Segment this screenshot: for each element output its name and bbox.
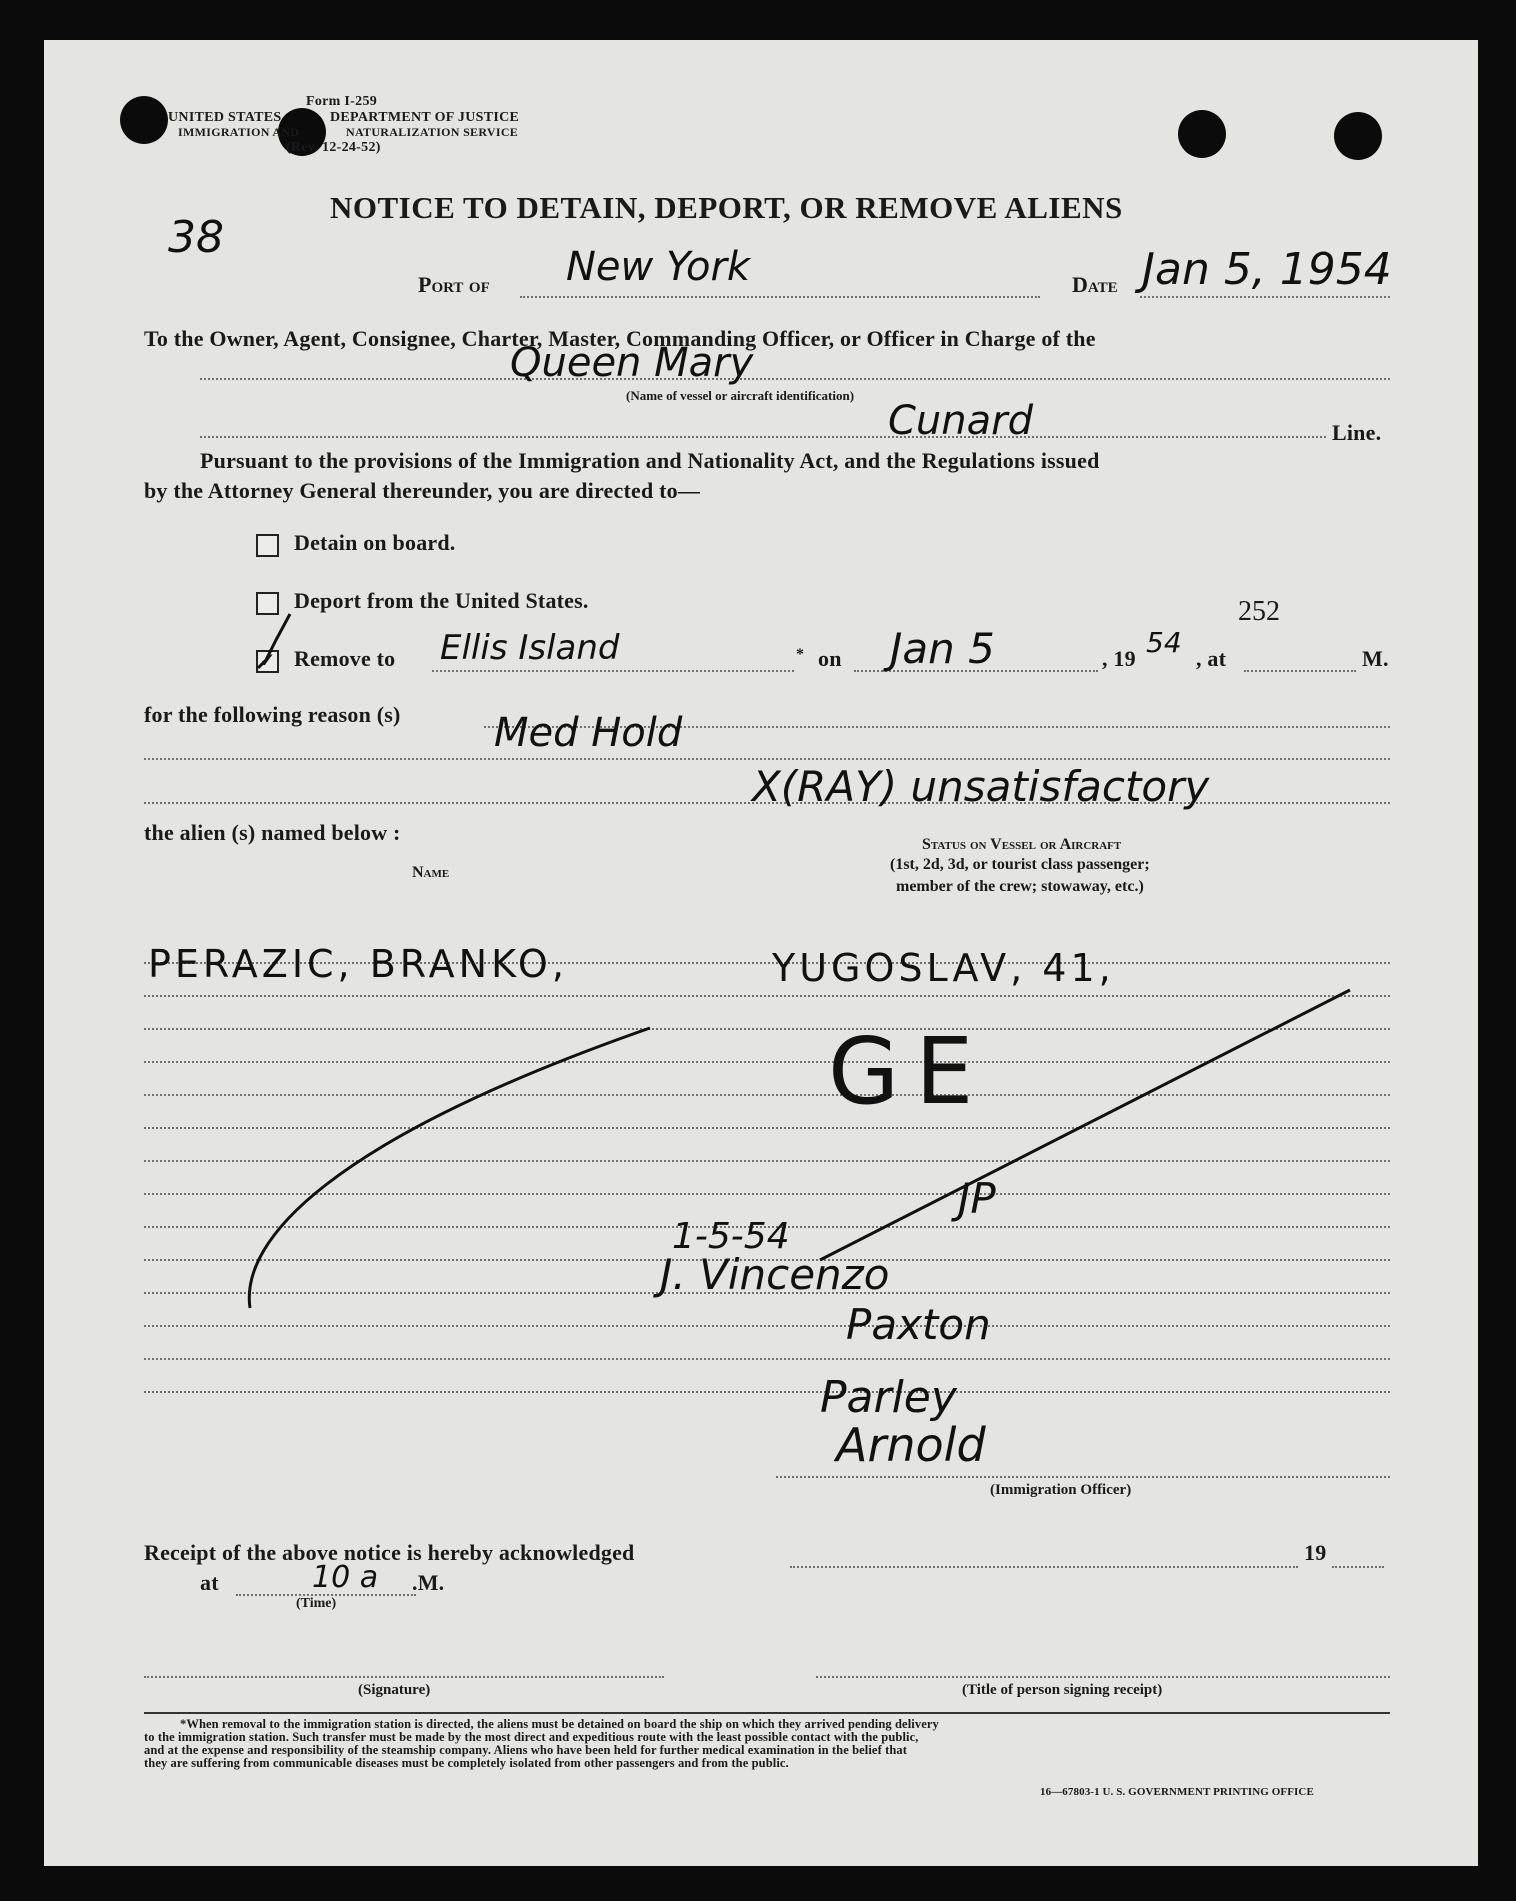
- remove-at-label: , at: [1196, 646, 1227, 671]
- signature-4: Arnold: [836, 1418, 986, 1472]
- pursuant-text-1: Pursuant to the provisions of the Immigration and Nationality Act, and the Regulations issued: [200, 448, 1100, 473]
- agency-right-2: NATURALIZATION SERVICE: [346, 125, 519, 139]
- agency-left-1: UNITED STATES: [168, 110, 282, 125]
- reasons-label: for the following reason (s): [144, 702, 401, 727]
- form-title: NOTICE TO DETAIN, DEPORT, OR REMOVE ALIENS: [330, 190, 1123, 225]
- alien-status: YUGOSLAV, 41,: [772, 946, 1115, 990]
- printer-line: 16—67803-1 U. S. GOVERNMENT PRINTING OFFICE: [1040, 1786, 1314, 1798]
- footnote-4: they are suffering from communicable diseases must be completely isolated from other passengers and from the public.: [144, 1756, 789, 1770]
- remove-date: Jan 5: [890, 624, 995, 673]
- vessel-caption: (Name of vessel or aircraft identification): [626, 388, 855, 403]
- date-value: Jan 5, 1954: [1142, 244, 1392, 295]
- receipt-m-label: .M.: [412, 1570, 445, 1595]
- signature-2: Paxton: [846, 1300, 991, 1349]
- reason-line-1: Med Hold: [494, 710, 683, 756]
- title-caption: (Title of person signing receipt): [962, 1682, 1163, 1698]
- agency-right-1: DEPARTMENT OF JUSTICE: [330, 110, 520, 125]
- alien-name: PERAZIC, BRANKO,: [148, 942, 568, 986]
- remove-year-suffix: 54: [1146, 626, 1182, 659]
- agency-left-2: IMMIGRATION AND: [178, 125, 300, 139]
- pursuant-text-2: by the Attorney General thereunder, you are directed to—: [144, 478, 701, 503]
- name-header: Name: [412, 864, 450, 881]
- receipt-at-label: at: [200, 1570, 219, 1595]
- footnote-2: to the immigration station. Such transfer must be made by the most direct and expeditious route with the least possible contact with the public,: [144, 1730, 919, 1744]
- port-label: Port of: [418, 272, 490, 297]
- revision: (Rev. 12-24-52): [286, 140, 381, 155]
- signature-1: J. Vincenzo: [660, 1250, 890, 1299]
- form-number: Form I-259: [306, 94, 378, 109]
- deport-label: Deport from the United States.: [294, 588, 589, 613]
- receipt-year: 19: [1304, 1540, 1327, 1565]
- remove-on-label: on: [818, 646, 842, 671]
- time-caption: (Time): [296, 1596, 337, 1611]
- remove-star: *: [796, 646, 805, 663]
- date-label: Date: [1072, 272, 1118, 297]
- remove-m-label: M.: [1362, 646, 1389, 671]
- marginal-number: 38: [168, 212, 224, 263]
- remove-time: 252: [1238, 596, 1280, 627]
- port-value: New York: [566, 244, 751, 290]
- line-value: Cunard: [888, 398, 1033, 444]
- alien-code: GE: [828, 1018, 990, 1125]
- remove-year-prefix: , 19: [1102, 646, 1136, 671]
- addressee-text: To the Owner, Agent, Consignee, Charter, Master, Commanding Officer, or Officer in Charge of the: [144, 326, 1096, 351]
- footnote-3: and at the expense and responsibility of the steamship company. Aliens who have been held for further medical examination in the belief that: [144, 1743, 907, 1757]
- signature-caption: (Signature): [358, 1682, 431, 1698]
- annotation-date: 1-5-54: [672, 1216, 790, 1257]
- receipt-text: Receipt of the above notice is hereby acknowledged: [144, 1540, 635, 1565]
- detain-label: Detain on board.: [294, 530, 456, 555]
- remove-checkbox[interactable]: ✓: [256, 650, 279, 673]
- vessel-value: Queen Mary: [510, 340, 754, 386]
- annotation-initials: JP: [958, 1174, 996, 1223]
- signature-3: Parley: [820, 1372, 957, 1423]
- status-sub-2: member of the crew; stowaway, etc.): [896, 878, 1144, 895]
- receipt-time-value: 10 a: [312, 1560, 379, 1595]
- officer-caption: (Immigration Officer): [990, 1482, 1132, 1498]
- aliens-label: the alien (s) named below :: [144, 820, 401, 845]
- line-label: Line.: [1332, 420, 1382, 445]
- remove-label: Remove to: [294, 646, 396, 671]
- reason-line-2: X(RAY) unsatisfactory: [752, 762, 1210, 811]
- footnote-1: *When removal to the immigration station is directed, the aliens must be detained on board the ship on which they arrived pending delivery: [180, 1717, 939, 1731]
- status-header: Status on Vessel or Aircraft: [922, 836, 1122, 853]
- status-sub-1: (1st, 2d, 3d, or tourist class passenger;: [890, 856, 1150, 873]
- remove-place: Ellis Island: [440, 628, 620, 668]
